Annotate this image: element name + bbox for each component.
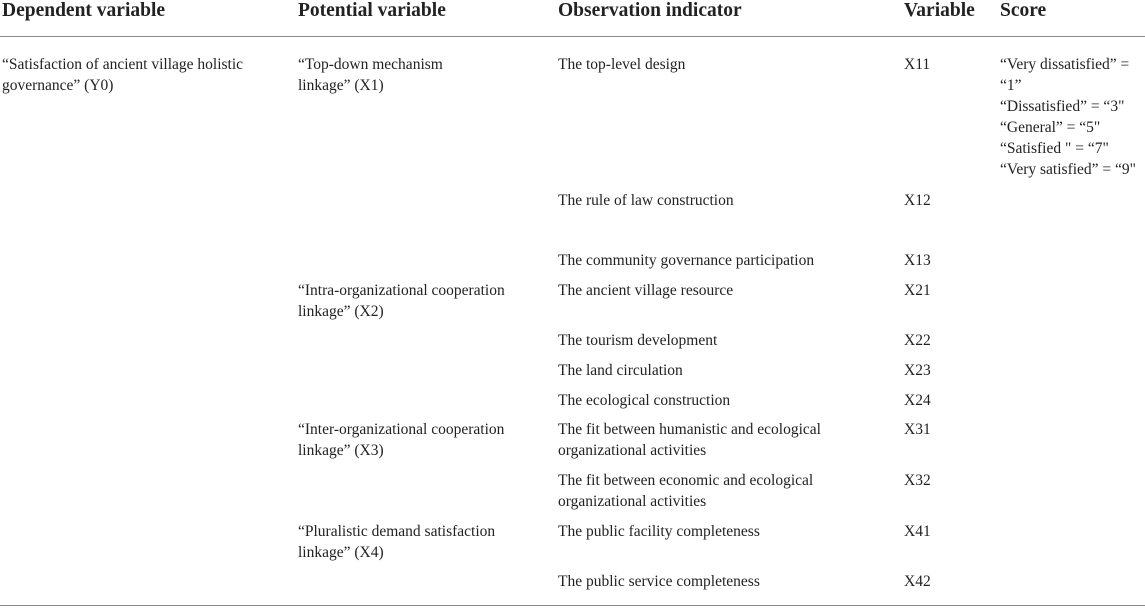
indicator-x11: The top-level design	[558, 56, 686, 73]
indicator-x41: The public facility completeness	[558, 523, 760, 540]
indicator-x31: The fit between humanistic and ecological organizational activities	[558, 421, 821, 459]
indicator-x22: The tourism development	[558, 332, 718, 349]
score-line: “Dissatisfied” = “3"	[1000, 98, 1125, 115]
score-scale	[1000, 54, 1145, 180]
score-line: “1”	[1000, 77, 1022, 94]
score-line: “Satisfied " = “7"	[1000, 140, 1109, 157]
bottom-rule	[0, 605, 1145, 606]
code-x31: X31	[904, 421, 931, 438]
code-x11: X11	[904, 56, 931, 73]
header-variable: Variable	[904, 0, 975, 21]
header-score: Score	[1000, 0, 1047, 21]
header-observation-indicator: Observation indicator	[558, 0, 742, 21]
indicator-x21: The ancient village resource	[558, 282, 734, 299]
potential-variable-x2: “Intra-organizational cooperation linkage” (X2)	[298, 282, 505, 320]
indicator-x32: The fit between economic and ecological organizational activities	[558, 472, 814, 510]
code-x23: X23	[904, 362, 931, 379]
score-line: “Very dissatisfied” =	[1000, 56, 1130, 73]
indicator-x23: The land circulation	[558, 362, 683, 379]
potential-variable-x4: “Pluralistic demand satisfaction linkage” (X4)	[298, 523, 496, 561]
indicator-x42: The public service completeness	[558, 573, 760, 590]
code-x24: X24	[904, 392, 931, 409]
indicator-x24: The ecological construction	[558, 392, 731, 409]
indicator-x12: The rule of law construction	[558, 192, 734, 209]
code-x21: X21	[904, 282, 931, 299]
dependent-variable-cell: “Satisfaction of ancient village holistic governance” (Y0)	[2, 56, 244, 94]
code-x42: X42	[904, 573, 931, 590]
code-x41: X41	[904, 523, 931, 540]
score-line: “Very satisfied” = “9"	[1000, 161, 1137, 178]
code-x13: X13	[904, 252, 931, 269]
potential-variable-x3: “Inter-organizational cooperation linkage” (X3)	[298, 421, 505, 459]
code-x12: X12	[904, 192, 931, 209]
potential-variable-x1: “Top-down mechanism linkage” (X1)	[298, 56, 443, 94]
code-x22: X22	[904, 332, 931, 349]
header-rule	[0, 36, 1145, 37]
header-dependent-variable: Dependent variable	[2, 0, 166, 21]
header-potential-variable: Potential variable	[298, 0, 446, 21]
code-x32: X32	[904, 472, 931, 489]
score-line: “General” = “5"	[1000, 119, 1101, 136]
indicator-x13: The community governance participation	[558, 252, 815, 269]
